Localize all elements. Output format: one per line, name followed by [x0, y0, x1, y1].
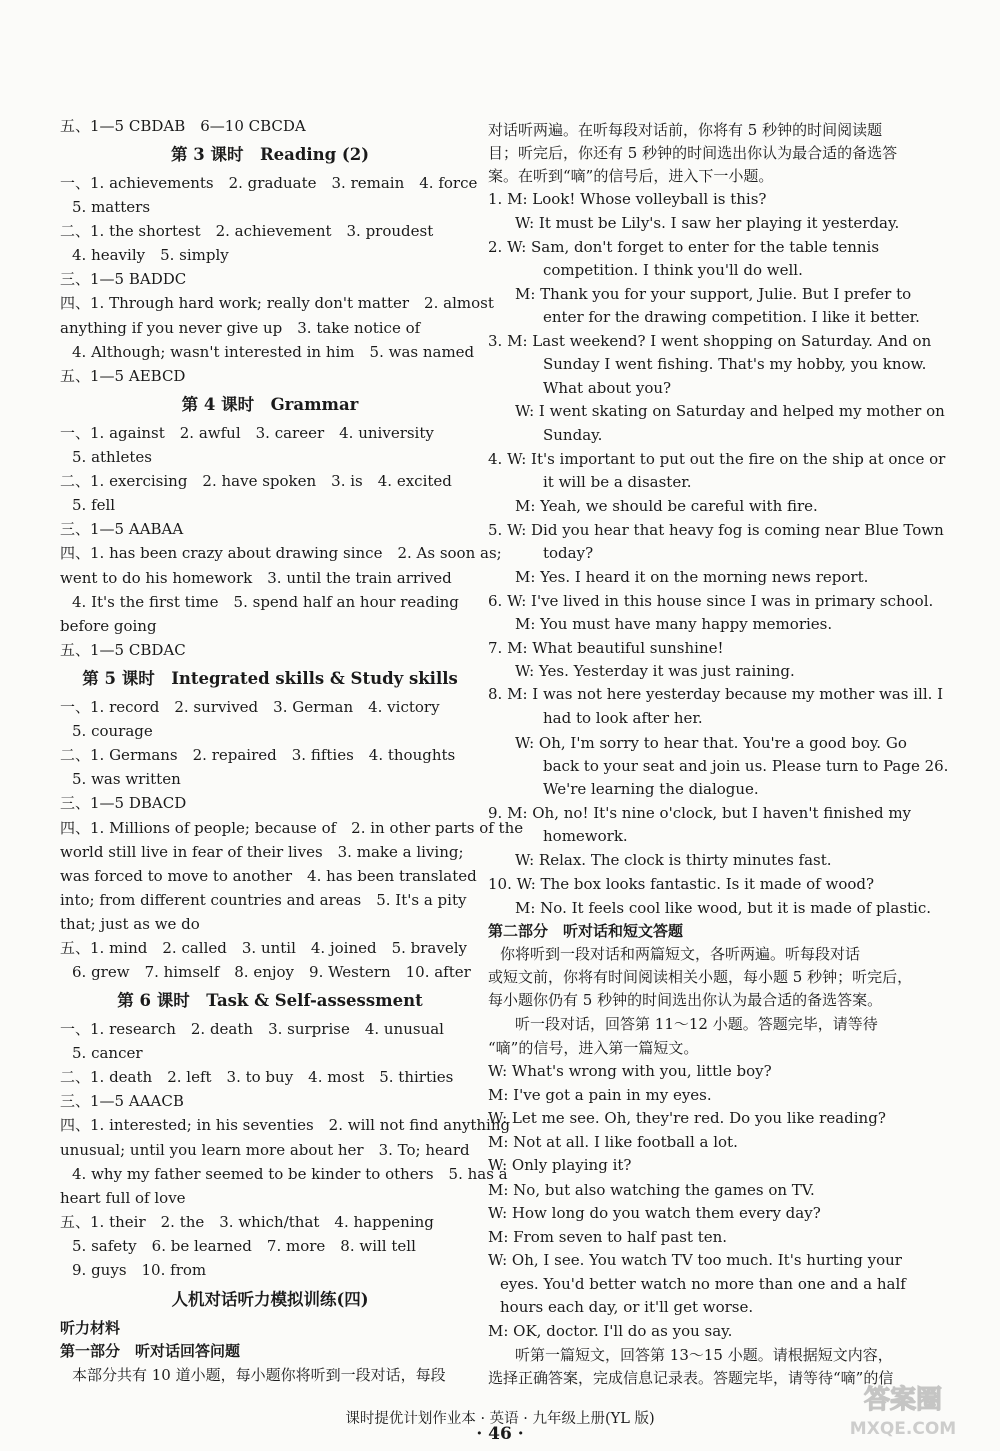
text-line: W: Oh, I'm sorry to hear that. You're a good boy. Go: [500, 734, 907, 752]
text-line: 4. It's the first time 5. spend half an hour reading: [72, 593, 459, 611]
text-line: M: Yes. I heard it on the morning news report.: [500, 568, 869, 586]
text-line: 四、1. has been crazy about drawing since 2. As soon as;: [60, 544, 502, 562]
text-line: M: No. It feels cool like wood, but it is made of plastic.: [500, 899, 932, 917]
text-line: 二、1. the shortest 2. achievement 3. proudest: [60, 222, 434, 240]
text-line: 5. athletes: [72, 448, 152, 466]
section-heading: 第 3 课时 Reading (2): [170, 145, 370, 164]
text-line: “嘀”的信号，进入第一篇短文。: [488, 1039, 699, 1057]
text-line: 四、1. Through hard work; really don't matter 2. almost: [60, 294, 494, 312]
text-line: 案。在听到“嘀”的信号后，进入下一小题。: [488, 167, 774, 185]
text-line: 4. why my father seemed to be kinder to others 5. has a: [72, 1165, 508, 1183]
text-line: 听第一篇短文，回答第 13～15 小题。请根据短文内容，: [500, 1346, 893, 1364]
text-line: 5. fell: [72, 496, 116, 514]
text-line: 5. W: Did you hear that heavy fog is coming near Blue Town: [488, 521, 944, 539]
text-line: 一、1. record 2. survived 3. German 4. victory: [60, 698, 440, 716]
text-line: went to do his homework 3. until the train arrived: [60, 569, 452, 587]
text-line: 5. courage: [72, 722, 153, 740]
text-line: anything if you never give up 3. take notice of: [60, 319, 421, 337]
text-line: W: Yes. Yesterday it was just raining.: [500, 662, 795, 680]
text-line: 你将听到一段对话和两篇短文，各听两遍。听每段对话: [500, 945, 861, 963]
text-line: W: It must be Lily's. I saw her playing it yesterday.: [500, 214, 900, 232]
text-line: 4. W: It's important to put out the fire on the ship at once or: [488, 450, 946, 468]
text-line: 9. guys 10. from: [72, 1261, 207, 1279]
text-line: 一、1. achievements 2. graduate 3. remain 4. force: [60, 174, 478, 192]
text-line: homework.: [543, 827, 628, 845]
text-line: world still live in fear of their lives 3. make a living;: [60, 843, 464, 861]
text-line: 8. M: I was not here yesterday because my mother was ill. I: [488, 685, 944, 703]
text-line: 四、1. Millions of people; because of 2. in other parts of the: [60, 819, 524, 837]
text-line: 7. M: What beautiful sunshine!: [488, 639, 724, 657]
text-line: 9. M: Oh, no! It's nine o'clock, but I haven't finished my: [488, 804, 912, 822]
text-line: 五、1. mind 2. called 3. until 4. joined 5. bravely: [60, 939, 468, 957]
text-line: 选择正确答案，完成信息记录表。答题完毕，请等待“嘀”的信: [488, 1369, 894, 1387]
text-line: 第二部分 听对话和短文答题: [488, 922, 684, 940]
text-line: 目；听完后，你还有 5 秒钟的时间选出你认为最合适的备选答: [488, 144, 898, 162]
text-line: Sunday.: [543, 426, 603, 444]
watermark-logo-text: 答案圈: [863, 1385, 943, 1415]
text-line: eyes. You'd better watch no more than one and a half: [500, 1275, 906, 1293]
text-line: 五、1. their 2. the 3. which/that 4. happening: [60, 1213, 434, 1231]
text-line: heart full of love: [60, 1189, 186, 1207]
text-line: it will be a disaster.: [543, 473, 692, 491]
text-line: We're learning the dialogue.: [543, 780, 759, 798]
text-line: 二、1. death 2. left 3. to buy 4. most 5. thirties: [60, 1068, 454, 1086]
text-line: M: Thank you for your support, Julie. But I prefer to: [500, 285, 912, 303]
text-line: 本部分共有 10 道小题，每小题你将听到一段对话，每段: [72, 1366, 446, 1384]
text-line: 4. heavily 5. simply: [72, 246, 229, 264]
text-line: hours each day, or it'll get worse.: [500, 1298, 754, 1316]
text-line: 二、1. Germans 2. repaired 3. fifties 4. thoughts: [60, 746, 456, 764]
text-line: enter for the drawing competition. I like it better.: [543, 308, 920, 326]
text-line: 6. W: I've lived in this house since I was in primary school.: [488, 592, 934, 610]
text-line: M: I've got a pain in my eyes.: [488, 1086, 712, 1104]
text-line: W: Only playing it?: [488, 1156, 632, 1174]
text-line: 或短文前，你将有时间阅读相关小题，每小题 5 秒钟；听完后，: [488, 968, 913, 986]
text-line: unusual; until you learn more about her 3. To; heard: [60, 1141, 470, 1159]
text-line: 4. Although; wasn't interested in him 5. was named: [72, 343, 475, 361]
text-line: 三、1—5 BADDC: [60, 270, 187, 288]
text-line: M: OK, doctor. I'll do as you say.: [488, 1322, 733, 1340]
watermark-site-text: MXQE.COM: [849, 1419, 957, 1439]
text-line: 五、1—5 AEBCD: [60, 367, 186, 385]
text-line: W: Oh, I see. You watch TV too much. It's hurting your: [488, 1251, 902, 1269]
text-line: 1. M: Look! Whose volleyball is this?: [488, 190, 767, 208]
text-line: 3. M: Last weekend? I went shopping on Saturday. And on: [488, 332, 932, 350]
text-line: 听力材料: [60, 1319, 121, 1337]
text-line: W: How long do you watch them every day?: [488, 1204, 821, 1222]
text-line: 三、1—5 DBACD: [60, 794, 187, 812]
text-line: W: What's wrong with you, little boy?: [488, 1062, 772, 1080]
text-line: 五、1—5 CBDAC: [60, 641, 186, 659]
text-line: 三、1—5 AAACB: [60, 1092, 184, 1110]
text-line: 2. W: Sam, don't forget to enter for the table tennis: [488, 238, 880, 256]
text-line: M: No, but also watching the games on TV.: [488, 1181, 815, 1199]
footer-book-title: 课时提优计划作业本 · 英语 · 九年级上册(YL 版): [345, 1411, 655, 1427]
text-line: 5. cancer: [72, 1044, 143, 1062]
text-line: W: Relax. The clock is thirty minutes fast.: [500, 851, 832, 869]
section-heading: 第 4 课时 Grammar: [181, 395, 359, 414]
text-line: competition. I think you'll do well.: [543, 261, 803, 279]
text-line: 三、1—5 AABAA: [60, 520, 184, 538]
text-line: 5. was written: [72, 770, 181, 788]
text-line: 对话听两遍。在听每段对话前，你将有 5 秒钟的时间阅读题: [488, 121, 883, 139]
text-line: 听一段对话，回答第 11～12 小题。答题完毕，请等待: [500, 1015, 878, 1033]
text-line: 5. safety 6. be learned 7. more 8. will tell: [72, 1237, 416, 1255]
text-line: 五、1—5 CBDAB 6—10 CBCDA: [60, 117, 306, 135]
text-line: before going: [60, 617, 157, 635]
page-number: · 46 ·: [476, 1424, 524, 1444]
text-line: was forced to move to another 4. has been translated: [60, 867, 477, 885]
text-line: M: Not at all. I like football a lot.: [488, 1133, 738, 1151]
text-line: M: You must have many happy memories.: [500, 615, 833, 633]
text-line: Sunday I went fishing. That's my hobby, you know.: [543, 355, 927, 373]
text-line: 第一部分 听对话回答问题: [60, 1342, 241, 1360]
watermark-logo: [828, 1378, 978, 1440]
section-heading: 第 6 课时 Task & Self-assessment: [117, 991, 423, 1010]
text-line: What about you?: [543, 379, 672, 397]
text-line: 每小题你仍有 5 秒钟的时间选出你认为最合适的备选答案。: [488, 991, 883, 1009]
text-line: had to look after her.: [543, 709, 703, 727]
text-line: today?: [543, 544, 594, 562]
text-line: into; from different countries and areas 5. It's a pity: [60, 891, 467, 909]
text-line: 四、1. interested; in his seventies 2. will not find anything: [60, 1116, 511, 1134]
text-line: 二、1. exercising 2. have spoken 3. is 4. excited: [60, 472, 452, 490]
section-heading: 人机对话听力模拟训练(四): [171, 1290, 369, 1309]
section-heading: 第 5 课时 Integrated skills & Study skills: [82, 669, 458, 688]
text-line: back to your seat and join us. Please turn to Page 26.: [543, 757, 949, 775]
text-line: W: Let me see. Oh, they're red. Do you like reading?: [488, 1109, 886, 1127]
text-line: M: From seven to half past ten.: [488, 1228, 728, 1246]
text-line: that; just as we do: [60, 915, 200, 933]
text-line: M: Yeah, we should be careful with fire.: [500, 497, 818, 515]
text-line: 一、1. research 2. death 3. surprise 4. unusual: [60, 1020, 444, 1038]
text-line: 5. matters: [72, 198, 151, 216]
text-line: W: I went skating on Saturday and helped my mother on: [500, 402, 945, 420]
text-line: 一、1. against 2. awful 3. career 4. university: [60, 424, 434, 442]
text-line: 6. grew 7. himself 8. enjoy 9. Western 10. after: [72, 963, 471, 981]
text-line: 10. W: The box looks fantastic. Is it made of wood?: [488, 875, 875, 893]
